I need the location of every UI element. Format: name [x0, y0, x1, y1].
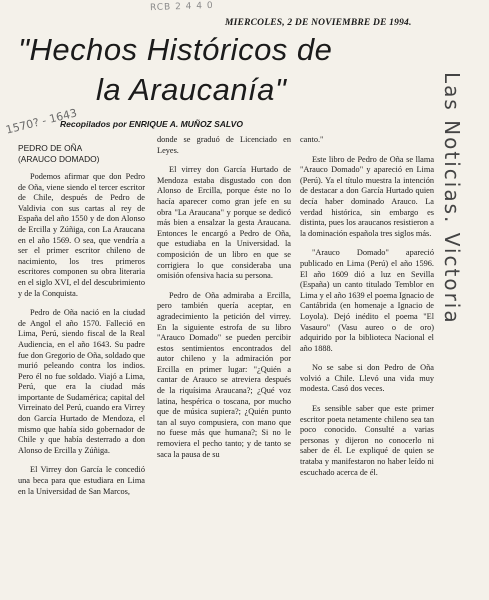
paragraph: El virrey don García Hurtado de Mendoza estaba disgustado con don Alonso de Ercilla, porque éste no lo hacía aparecer como gran jefe en su obra "La Araucana" y porque se dedicó más bien a ensalzar la gesta Araucana. Entonces le encargó a Pedro de Oña, que estudiaba en la Universidad. la composición de un libro en que se corrigiera lo que consideraba una omisión ofensiva hacia su persona. — [157, 165, 291, 281]
paragraph: "Arauco Domado" apareció publicado en Lima (Perú) el año 1596. El año 1609 dió a luz en Sevilla (España) un canto titulado Temblor en Lima y el año 1639 el poema Ignacio de Cantábrida (en homenaje a Ignacio de Loyola). Dejó inédito el poema "El Vasauro" (Vasu aureo o de oro) adquirido por la biblioteca Nacional el año 1888. — [300, 248, 434, 353]
paragraph: No se sabe si don Pedro de Oña volvió a Chile. Llevó una vida muy modesta. Casó dos veces. — [300, 363, 434, 394]
article-column-3 — [300, 135, 434, 487]
paragraph: Pedro de Oña nació en la ciudad de Angol el año 1570. Falleció en Lima, Perú, siendo fiscal de la Real Audiencia, en el año 1643. Su padre fue don Gregorio de Oña, soldado que murió peleando contra los indios. Pero él no fue soldado. Viajó a Lima, Perú, que era la ciudad más importante de Sudamérica; capital del Virreinato del Perú, cuando era Virrey don García Hurtado de Mendoza, el mismo que había sido gobernador de Chile y que había desterrado a don Alonso de Ercilla y Zúñiga. — [18, 308, 145, 455]
paragraph: Podemos afirmar que don Pedro de Oña, viene siendo el tercer escritor de Chile, después de Pedro de Valdivia con sus cartas al rey de España del año 1550 y de don Alonso de Ercilla y Zúñiga, con La Araucana en el año 1569. O sea, que vendría a ser el primer escritor chileno de nacimiento, los tres primeros escritores componen su obra literaria en el siglo XVI, el del descubrimiento y de la Conquista. — [18, 172, 145, 298]
publication-date: MIERCOLES, 2 DE NOVIEMBRE DE 1994. — [225, 18, 412, 28]
paragraph: El Virrey don García le concedió una beca para que estudiara en Lima en la Universidad de San Marcos, — [18, 465, 145, 496]
paragraph: Pedro de Oña admiraba a Ercilla, pero también quería aceptar, en agradecimiento la petición del virrey. En la siguiente estrofa de su libro "Arauco Domado" se pueden percibir estos sentimientos encontrados del autor chileno y la admiración por Ercilla en primer lugar: "¿Quién a cantar de Arauco se atreviera después de la riquísima Araucana?; ¿Qué voz latina, hespérica o toscana, por mucho que de música supiera?; ¿Quién punto tan al suyo compusiera, con mano que no fuese más que humana?; Si no le removiera el pecho tanto; y de tanto se saca la pausa de su — [157, 290, 291, 459]
section-title-subtitle: (ARAUCO DOMADO) — [18, 153, 100, 164]
handwritten-archive-code: RCB 2 4 4 0 — [149, 0, 214, 14]
handwritten-years-note: 1570? - 1643 — [4, 106, 79, 137]
section-title — [18, 143, 145, 164]
paragraph: Es sensible saber que este primer escritor poeta netamente chileno sea tan poco conocido. Consulté a varias personas y dijeron no conocerlo ni saber de él. Le expliqué de quien se trataba y manifestaron no haber leído ni escuchado acerca de él. — [300, 404, 434, 477]
paragraph: Este libro de Pedro de Oña se llama "Arauco Domado" y apareció en Lima (Perú). Ya el título muestra la intención de destacar a don García Hurtado quien decía haber dominado Arauco. La verdad histórica, sin embargo es distinta, pues los araucanos resistieron a la dominación española tres siglos más. — [300, 154, 434, 238]
handwritten-source-note: Las Noticias. Victoria — [440, 72, 464, 325]
headline — [18, 30, 438, 110]
headline-line-1: "Hechos Históricos de — [18, 32, 333, 67]
article-column-2 — [157, 135, 291, 469]
paragraph: canto." — [300, 135, 324, 144]
headline-line-2: la Araucanía" — [96, 72, 287, 107]
byline: Recopilados por ENRIQUE A. MUÑOZ SALVO — [60, 119, 243, 129]
paragraph: donde se graduó de Licenciado en Leyes. — [157, 135, 291, 155]
section-title-name: PEDRO DE OÑA — [18, 143, 83, 153]
article-column-1 — [18, 135, 145, 506]
